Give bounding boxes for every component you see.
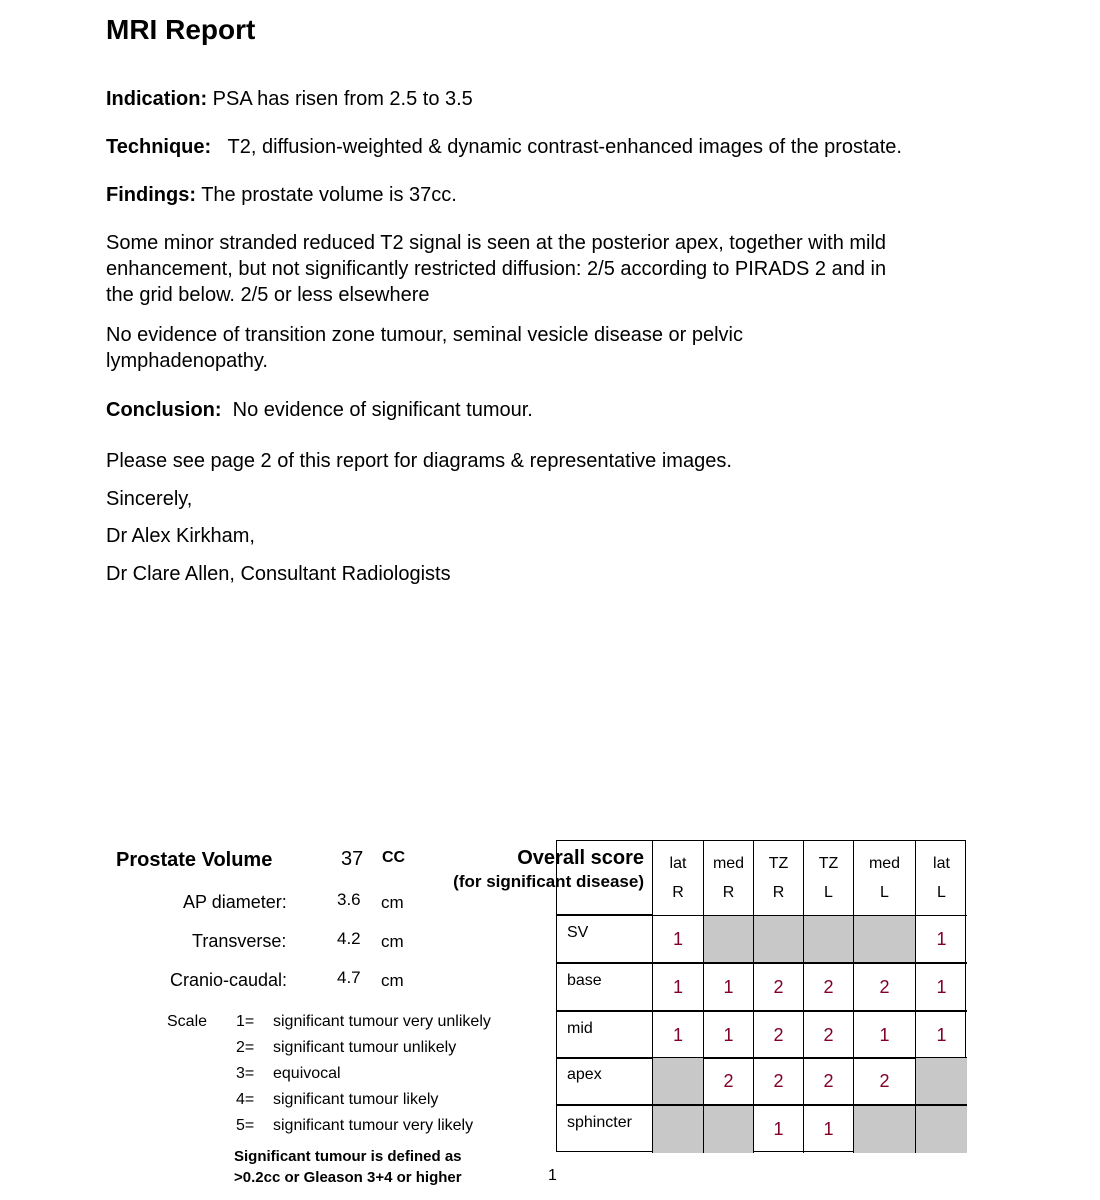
grid-row-label: sphincter bbox=[557, 1105, 653, 1153]
overall-score-title: Overall score bbox=[517, 847, 644, 869]
column-header-top: lat bbox=[669, 855, 687, 872]
grid-score-cell: 1 bbox=[804, 1105, 854, 1153]
grid-score-cell: 1 bbox=[916, 963, 967, 1011]
grid-score-cell: 1 bbox=[704, 963, 754, 1011]
transverse-unit: cm bbox=[381, 932, 404, 951]
scale-description: significant tumour very unlikely bbox=[273, 1013, 491, 1030]
grid-score-cell: 1 bbox=[916, 915, 967, 963]
paragraph-line: lymphadenopathy. bbox=[106, 350, 268, 372]
ap-diameter-unit: cm bbox=[381, 893, 404, 912]
grid-score-cell: 2 bbox=[754, 1057, 804, 1105]
cranio-caudal-value: 4.7 bbox=[337, 968, 361, 987]
ap-diameter-value: 3.6 bbox=[337, 890, 361, 909]
grid-score-cell: 2 bbox=[854, 1057, 916, 1105]
conclusion bbox=[106, 397, 533, 423]
grid-column-header bbox=[653, 841, 704, 915]
paragraph-line: No evidence of transition zone tumour, seminal vesicle disease or pelvic bbox=[106, 324, 743, 346]
technique-text: T2, diffusion-weighted & dynamic contrast-enhanced images of the prostate. bbox=[227, 136, 902, 158]
technique-label: Technique: bbox=[106, 136, 212, 158]
grid-score-cell: 2 bbox=[754, 963, 804, 1011]
note-line: Significant tumour is defined as bbox=[234, 1148, 462, 1165]
column-header-top: TZ bbox=[768, 855, 789, 872]
signer-2: Dr Clare Allen, Consultant Radiologists bbox=[106, 563, 451, 585]
grid-column-header bbox=[704, 841, 754, 915]
findings-paragraph-1 bbox=[106, 230, 886, 308]
scale-description: significant tumour very likely bbox=[273, 1117, 474, 1134]
column-header-bottom: R bbox=[772, 884, 785, 901]
report-title: MRI Report bbox=[106, 14, 256, 45]
grid-row-label: base bbox=[557, 963, 653, 1011]
indication bbox=[106, 86, 473, 112]
grid-score-cell bbox=[804, 915, 854, 963]
grid-row-label: mid bbox=[557, 1011, 653, 1059]
column-header-top: lat bbox=[933, 855, 950, 872]
grid-score-cell: 1 bbox=[704, 1011, 754, 1059]
grid-score-cell: 1 bbox=[754, 1105, 804, 1153]
grid-score-cell bbox=[854, 1105, 916, 1153]
grid-score-cell: 2 bbox=[854, 963, 916, 1011]
scale-number: 1= bbox=[236, 1013, 255, 1030]
grid-corner bbox=[557, 841, 653, 915]
score-grid bbox=[556, 840, 966, 1152]
scale-number: 4= bbox=[236, 1091, 255, 1108]
scale-number: 2= bbox=[236, 1039, 255, 1056]
grid-score-cell bbox=[704, 1105, 754, 1153]
grid-score-cell bbox=[916, 1057, 967, 1105]
grid-score-cell: 1 bbox=[653, 1011, 704, 1059]
indication-text: PSA has risen from 2.5 to 3.5 bbox=[212, 88, 473, 110]
overall-score-subtitle: (for significant disease) bbox=[453, 872, 644, 891]
column-header-top: TZ bbox=[818, 855, 839, 872]
column-header-bottom: L bbox=[937, 884, 946, 901]
scale-description: equivocal bbox=[273, 1065, 341, 1082]
paragraph-line: enhancement, but not significantly restricted diffusion: 2/5 according to PIRADS 2 and in bbox=[106, 258, 887, 280]
prostate-volume-label: Prostate Volume bbox=[116, 849, 273, 871]
significance-note bbox=[234, 1146, 462, 1188]
grid-column-header bbox=[754, 841, 804, 915]
scale-number: 5= bbox=[236, 1117, 255, 1134]
ap-diameter-label: AP diameter: bbox=[183, 892, 287, 912]
page-number: 1 bbox=[548, 1167, 557, 1184]
grid-row-label: apex bbox=[557, 1057, 653, 1105]
grid-score-cell bbox=[704, 915, 754, 963]
scale-description: significant tumour unlikely bbox=[273, 1039, 457, 1056]
signer-1: Dr Alex Kirkham, bbox=[106, 525, 255, 547]
column-header-bottom: L bbox=[824, 884, 833, 901]
conclusion-label: Conclusion: bbox=[106, 399, 222, 421]
grid-score-cell bbox=[854, 915, 916, 963]
transverse-label: Transverse: bbox=[192, 931, 287, 951]
cranio-caudal-label: Cranio-caudal: bbox=[170, 970, 288, 990]
grid-score-cell: 2 bbox=[704, 1057, 754, 1105]
grid-score-cell: 2 bbox=[804, 1057, 854, 1105]
scale-description: significant tumour likely bbox=[273, 1091, 439, 1108]
indication-label: Indication: bbox=[106, 88, 208, 110]
findings-text: The prostate volume is 37cc. bbox=[201, 184, 457, 206]
cranio-caudal-unit: cm bbox=[381, 971, 404, 990]
scale-number: 3= bbox=[236, 1065, 255, 1082]
prostate-volume-unit: CC bbox=[382, 849, 406, 866]
grid-score-cell: 2 bbox=[804, 963, 854, 1011]
grid-score-cell bbox=[754, 915, 804, 963]
grid-row-label: SV bbox=[557, 915, 653, 963]
scale-label: Scale bbox=[167, 1013, 208, 1030]
grid-column-header bbox=[916, 841, 967, 915]
column-header-bottom: R bbox=[722, 884, 735, 901]
grid-score-cell bbox=[653, 1105, 704, 1153]
see-page-note: Please see page 2 of this report for diagrams & representative images. bbox=[106, 450, 732, 472]
findings-label: Findings: bbox=[106, 184, 196, 206]
grid-score-cell: 1 bbox=[653, 915, 704, 963]
grid-score-cell bbox=[653, 1057, 704, 1105]
grid-score-cell: 2 bbox=[804, 1011, 854, 1059]
column-header-bottom: R bbox=[672, 884, 684, 901]
prostate-volume-value: 37 bbox=[341, 848, 364, 870]
technique bbox=[106, 134, 902, 160]
sincerely: Sincerely, bbox=[106, 488, 193, 510]
note-line: >0.2cc or Gleason 3+4 or higher bbox=[234, 1169, 462, 1186]
grid-score-cell: 2 bbox=[754, 1011, 804, 1059]
transverse-value: 4.2 bbox=[337, 929, 361, 948]
grid-column-header bbox=[804, 841, 854, 915]
grid-score-cell: 1 bbox=[653, 963, 704, 1011]
grid-score-cell: 1 bbox=[854, 1011, 916, 1059]
findings bbox=[106, 182, 457, 208]
grid-column-header bbox=[854, 841, 916, 915]
conclusion-text: No evidence of significant tumour. bbox=[232, 399, 533, 421]
column-header-top: med bbox=[712, 855, 745, 872]
column-header-top: med bbox=[868, 855, 901, 872]
grid-score-cell bbox=[916, 1105, 967, 1153]
paragraph-line: Some minor stranded reduced T2 signal is seen at the posterior apex, together with mild bbox=[106, 232, 887, 254]
column-header-bottom: L bbox=[880, 884, 889, 901]
paragraph-line: the grid below. 2/5 or less elsewhere bbox=[106, 284, 430, 306]
findings-paragraph-2 bbox=[106, 322, 743, 374]
grid-score-cell: 1 bbox=[916, 1011, 967, 1059]
